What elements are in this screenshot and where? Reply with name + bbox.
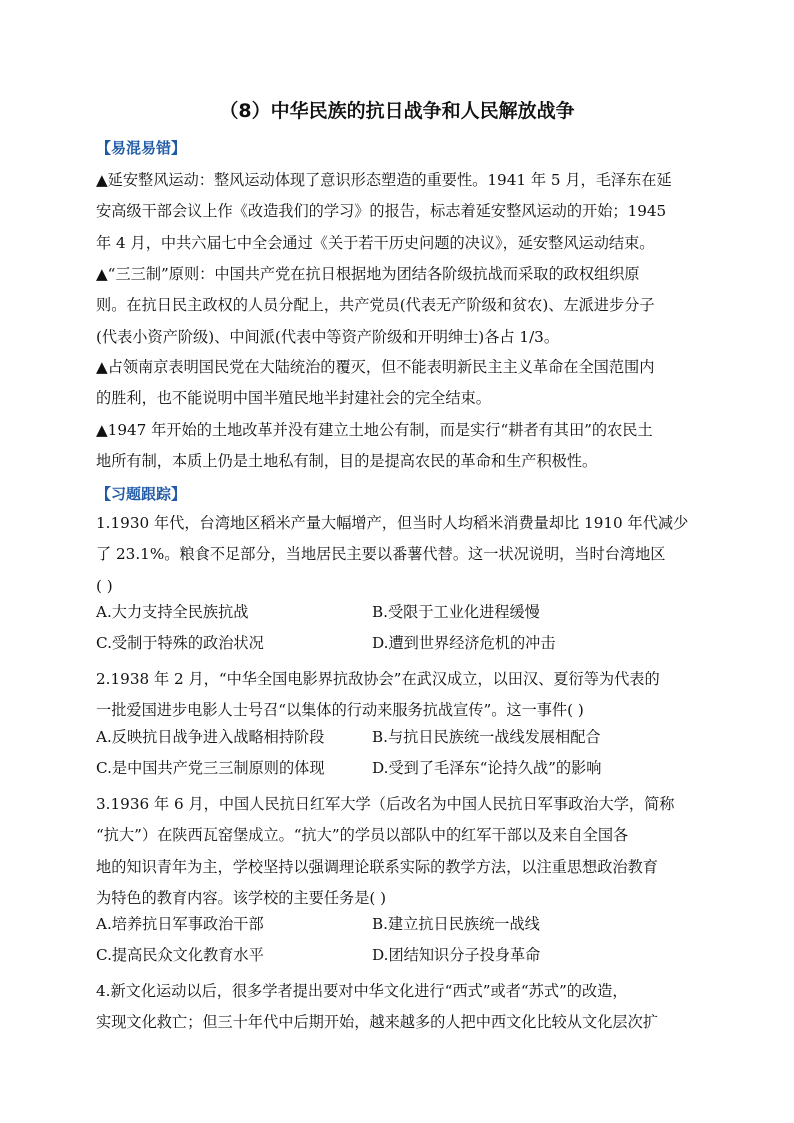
text-line: ( ) xyxy=(96,576,113,595)
answer-option-d[interactable]: D.团结知识分子投身革命 xyxy=(372,946,541,964)
text-line: 安高级干部会议上作《改造我们的学习》的报告，标志着延安整风运动的开始；1945 xyxy=(96,202,667,221)
answer-option-b[interactable]: B.建立抗日民族统一战线 xyxy=(372,915,540,933)
text-line: ▲占领南京表明国民党在大陆统治的覆灭，但不能表明新民主主义革命在全国范围内 xyxy=(96,358,655,376)
text-line: 则。在抗日民主政权的人员分配上，共产党员(代表无产阶级和贫农)、左派进步分子 xyxy=(96,296,655,315)
text-line: 2.1938 年 2 月，“中华全国电影界抗敌协会”在武汉成立，以田汉、夏衍等为代表的 xyxy=(96,670,660,688)
text-line: 一批爱国进步电影人士号召“以集体的行动来服务抗战宣传”。这一事件( ) xyxy=(96,701,584,720)
question-stem xyxy=(96,664,696,727)
text-line: 年 4 月，中共六届七中全会通过《关于若干历史问题的决议》，延安整风运动结束。 xyxy=(96,233,655,252)
text-line: 地的知识青年为主，学校坚持以强调理论联系实际的教学方法，以注重思想政治教育 xyxy=(96,857,658,876)
text-line: 3.1936 年 6 月，中国人民抗日红军大学（后改名为中国人民抗日军事政治大学，简称 xyxy=(96,795,675,813)
text-line: ▲1947 年开始的土地改革并没有建立土地公有制，而是实行“耕者有其田”的农民土 xyxy=(96,421,653,439)
text-line: 实现文化救亡；但三十年代中后期开始，越来越多的人把中西文化比较从文化层次扩 xyxy=(96,1013,658,1032)
answer-option-a[interactable]: A.培养抗日军事政治干部 xyxy=(96,915,264,933)
text-line: ▲“三三制”原则：中国共产党在抗日根据地为团结各阶级抗战而采取的政权组织原 xyxy=(96,265,640,283)
answer-option-c[interactable]: C.是中国共产党三三制原则的体现 xyxy=(96,759,325,777)
text-line: ▲延安整风运动：整风运动体现了意识形态塑造的重要性。1941 年 5 月，毛泽东在延 xyxy=(96,171,672,189)
text-line: (代表小资产阶级)、中间派(代表中等资产阶级和开明绅士)各占 1/3。 xyxy=(96,327,560,346)
section-heading-confusion: 【易混易错】 xyxy=(96,139,187,157)
text-line: 了 23.1%。粮食不足部分，当地居民主要以番薯代替。这一状况说明，当时台湾地区 xyxy=(96,545,666,564)
note-paragraph xyxy=(96,415,696,478)
question-stem xyxy=(96,789,696,914)
text-line: 1.1930 年代，台湾地区稻米产量大幅增产，但当时人均稻米消费量却比 1910 年代减少 xyxy=(96,514,689,532)
answer-option-c[interactable]: C.提高民众文化教育水平 xyxy=(96,946,264,964)
answer-option-b[interactable]: B.与抗日民族统一战线发展相配合 xyxy=(372,728,601,746)
section-heading-exercises: 【习题跟踪】 xyxy=(96,485,187,503)
note-paragraph xyxy=(96,259,696,353)
note-paragraph xyxy=(96,165,696,259)
answer-option-a[interactable]: A.反映抗日战争进入战略相持阶段 xyxy=(96,728,325,746)
page-title: （8）中华民族的抗日战争和人民解放战争 xyxy=(219,100,575,122)
text-line: “抗大”）在陕西瓦窑堡成立。“抗大”的学员以部队中的红军干部以及来自全国各 xyxy=(96,826,629,845)
answer-option-c[interactable]: C.受制于特殊的政治状况 xyxy=(96,634,264,652)
question-stem xyxy=(96,508,696,602)
question-stem xyxy=(96,976,696,1039)
text-line: 地所有制，本质上仍是土地私有制，目的是提高农民的革命和生产积极性。 xyxy=(96,452,598,471)
answer-option-a[interactable]: A.大力支持全民族抗战 xyxy=(96,603,249,621)
answer-option-b[interactable]: B.受限于工业化进程缓慢 xyxy=(372,603,540,621)
text-line: 4.新文化运动以后，很多学者提出要对中华文化进行“西式”或者“苏式”的改造， xyxy=(96,982,628,1000)
answer-option-d[interactable]: D.遭到世界经济危机的冲击 xyxy=(372,634,556,652)
answer-option-d[interactable]: D.受到了毛泽东“论持久战”的影响 xyxy=(372,759,602,777)
text-line: 的胜利，也不能说明中国半殖民地半封建社会的完全结束。 xyxy=(96,389,491,408)
note-paragraph xyxy=(96,352,696,415)
text-line: 为特色的教育内容。该学校的主要任务是( ) xyxy=(96,888,387,907)
